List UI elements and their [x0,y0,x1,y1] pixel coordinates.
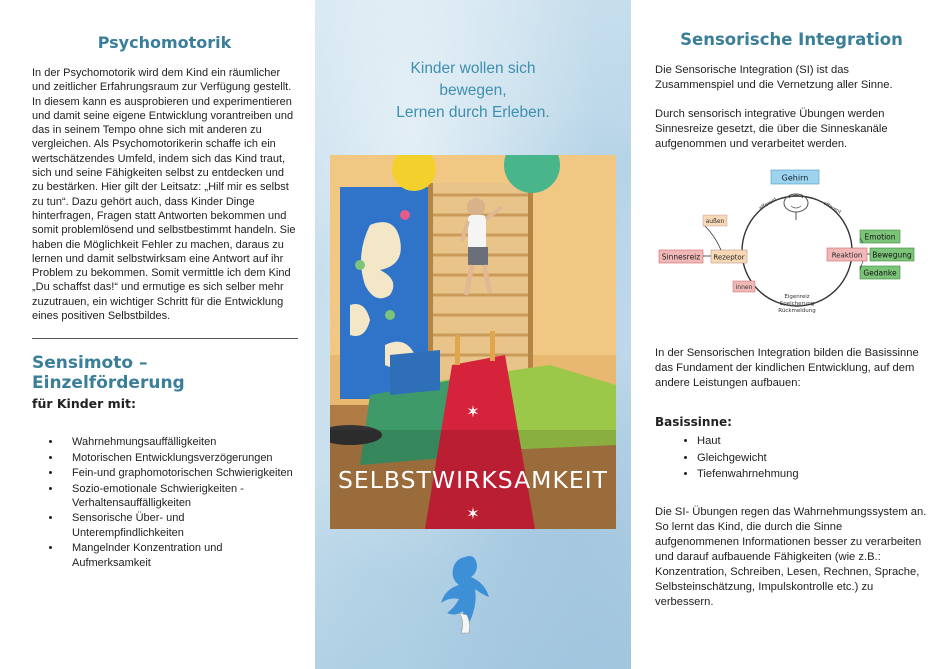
conditions-list [32,435,297,570]
right-panel [631,0,944,669]
diagram-efferent: efferent [822,200,843,216]
basissinne-title: Basissinne: [655,415,732,429]
psychomotorik-title: Psychomotorik [97,33,232,52]
slogan [315,58,631,124]
gym-photo [330,155,616,529]
diagram-aussen: außen [705,218,725,225]
psychomotorik-text: In der Psychomotorik wird dem Kind ein räumlicher und zeitlicher Erfahrungsraum zur Verfügung gestellt. In diesem kann es ausprobieren und experimentieren und damit seine eigene Entwicklung vorantreiben und das in seinem Tempo ohne sich mit anderen zu vergleichen. Als Psychomotorikerin schaffe ich ein wertschätzendes Umfeld, indem sich das Kind traut, sich und seine Fähigkeiten selbst zu entdecken und zu bestärken. Hier gilt der Leitsatz: „Hilf mir es selbst zu tun“. Dazu gehört auch, dass Kinder Dinge hinterfragen, Fragen statt Antworten bekommen und somit problemlösend und selbstbestimmt handeln. Sie haben die Möglichkeit Fehler zu machen, daraus zu lernen und damit selbstwirksam eine Antwort auf ihr Problem zu bekommen. Somit vermittle ich dem Kind „Du schaffst das!“ und ermutige es sich selber mehr zuzutrauen, ein wichtiger Schritt für die Entwicklung eines positiven Selbstbildes. [32,67,296,323]
diagram-rueckmeldung: Rückmeldung [778,308,816,314]
si-paragraph-2: Durch sensorisch integrative Übungen werden Sinnesreize gesetzt, die über die Sinneskanäle aufgenommen und verarbeitet werden. [655,108,888,150]
list-item: • Tiefenwahrnehmung [697,466,928,483]
diagram-gedanke: Gedanke [863,268,897,278]
sensimoto-subtitle: für Kinder mit: [32,396,136,412]
list-item: • Motorischen Entwicklungsverzögerungen [62,451,297,465]
si-diagram [657,168,917,328]
section-divider [32,338,298,339]
left-panel [0,0,315,669]
diagram-emotion: Emotion [864,232,896,242]
si-paragraph-3: In der Sensorischen Integration bilden die Basissinne das Fundament der kindlichen Entwicklung, auf dem andere Leistungen aufbauen: [655,347,919,389]
diagram-afferent: afferent [758,196,779,212]
diagram-sinnesreiz: Sinnesreiz [661,252,701,262]
si-paragraph-1: Die Sensorische Integration (SI) ist das Zusammenspiel und die Vernetzung aller Sinne. [655,64,893,91]
middle-panel [315,0,631,669]
si-paragraph-4: Die SI- Übungen regen das Wahrnehmungssystem an. So lernt das Kind, die durch die Sinne aufgenommenen Informationen besser zu verarbeiten und darauf aufbauende Fähigkeiten (wie z.B.: Konzentration, Schreiben, Lesen, Rechnen, Sprache, Selbsteinschätzung, Impulskontrolle etc.) zu verbessern. [655,505,927,608]
brain-icon [784,194,808,220]
list-item: • Sozio-emotionale Schwierigkeiten - Verhaltensauffälligkeiten [62,482,297,511]
svg-text:✶: ✶ [466,402,480,421]
svg-text:✶: ✶ [466,504,480,523]
diagram-gehirn: Gehirn [781,173,809,183]
photo-caption: SELBSTWIRKSAMKEIT [338,468,608,494]
diagram-bewegung: Bewegung [872,250,912,260]
list-item: • Mangelnder Konzentration und Aufmerksamkeit [62,541,297,570]
list-item: • Sensorische Über- und Unterempfindlichkeiten [62,511,297,540]
list-item: • Fein-und graphomotorischen Schwierigkeiten [62,466,297,480]
list-item: • Wahrnehmungsauffälligkeiten [62,435,297,449]
si-title: Sensorische Integration [680,30,903,49]
diagram-speicherung: Speicherung [779,301,815,307]
diagram-innen: innen [735,284,753,291]
diagram-eigenreiz: Eigenreiz [784,294,810,300]
slogan-line-1: Kinder wollen sich [410,60,536,77]
sensimoto-title: Sensimoto – Einzelförderung [32,353,185,394]
list-item: • Gleichgewicht [697,450,928,467]
slogan-line-2: bewegen, [439,82,507,99]
mascot-logo-icon [439,553,493,635]
diagram-rezeptor: Rezeptor [713,253,745,262]
basissinne-list [655,433,928,483]
diagram-reaktion: Reaktion [831,251,863,260]
slogan-line-3: Lernen durch Erleben. [396,104,550,121]
list-item: • Haut [697,433,928,450]
